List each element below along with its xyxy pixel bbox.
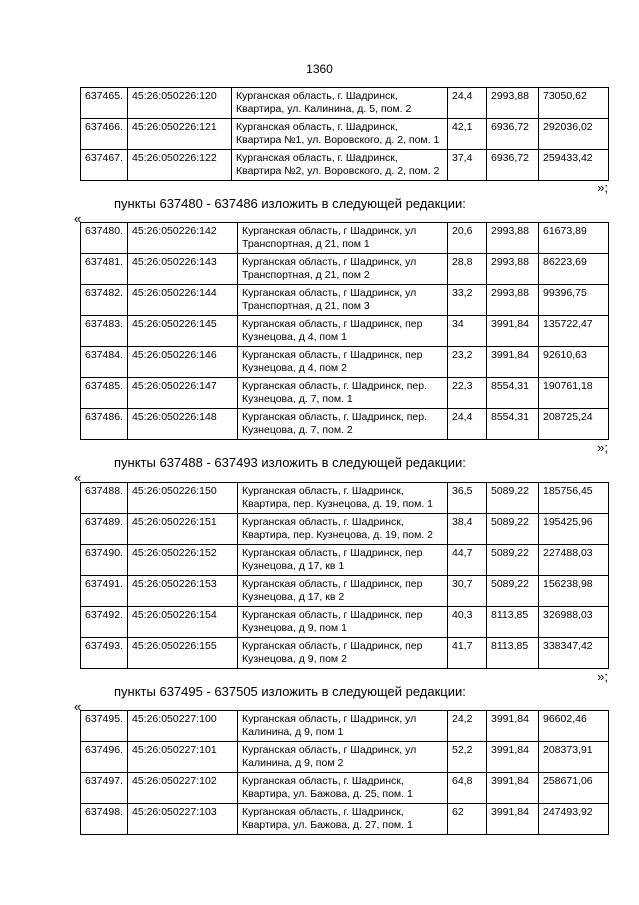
unit-price-cell: 8113,85 xyxy=(487,638,539,669)
cadastral-number-cell: 45:26:050226:147 xyxy=(128,378,238,409)
area-cell: 24,4 xyxy=(448,88,487,119)
unit-price-cell: 2993,88 xyxy=(487,285,539,316)
closing-quote-mark: »; xyxy=(597,440,608,455)
total-value-cell: 208373,91 xyxy=(539,742,609,773)
property-table-3 xyxy=(80,482,609,669)
table-row xyxy=(81,711,609,742)
total-value-cell: 247493,92 xyxy=(539,804,609,835)
table-row xyxy=(81,409,609,440)
address-cell: Курганская область, г. Шадринск, Квартира №2, ул. Воровского, д. 2, пом. 2 xyxy=(232,150,448,181)
row-number-cell: 637486. xyxy=(81,409,128,440)
row-number-cell: 637491. xyxy=(81,576,128,607)
row-number-cell: 637480. xyxy=(81,223,128,254)
table-row xyxy=(81,150,609,181)
cadastral-number-cell: 45:26:050226:121 xyxy=(128,119,232,150)
table-row xyxy=(81,483,609,514)
area-cell: 36,5 xyxy=(448,483,487,514)
row-number-cell: 637465. xyxy=(81,88,128,119)
address-cell: Курганская область, г. Шадринск, Квартира, ул. Бажова, д. 25, пом. 1 xyxy=(238,773,448,804)
cadastral-number-cell: 45:26:050226:152 xyxy=(128,545,238,576)
row-number-cell: 637484. xyxy=(81,347,128,378)
total-value-cell: 259433,42 xyxy=(539,150,609,181)
address-cell: Курганская область, г. Шадринск, Квартира, пер. Кузнецова, д. 19, пом. 1 xyxy=(238,483,448,514)
area-cell: 52,2 xyxy=(448,742,487,773)
total-value-cell: 96602,46 xyxy=(539,711,609,742)
total-value-cell: 208725,24 xyxy=(539,409,609,440)
section-heading: пункты 637480 - 637486 изложить в следующей редакции: xyxy=(114,196,466,211)
area-cell: 30,7 xyxy=(448,576,487,607)
property-table-2 xyxy=(80,222,609,440)
address-cell: Курганская область, г Шадринск, пер Кузнецова, д 17, кв 1 xyxy=(238,545,448,576)
unit-price-cell: 2993,88 xyxy=(487,88,539,119)
table-row xyxy=(81,514,609,545)
cadastral-number-cell: 45:26:050227:102 xyxy=(128,773,238,804)
area-cell: 62 xyxy=(448,804,487,835)
opening-quote-mark: « xyxy=(74,699,82,714)
address-cell: Курганская область, г Шадринск, пер Кузнецова, д 17, кв 2 xyxy=(238,576,448,607)
area-cell: 38,4 xyxy=(448,514,487,545)
unit-price-cell: 3991,84 xyxy=(487,742,539,773)
cadastral-number-cell: 45:26:050226:151 xyxy=(128,514,238,545)
total-value-cell: 86223,69 xyxy=(539,254,609,285)
address-cell: Курганская область, г Шадринск, пер Кузнецова, д 4, пом 2 xyxy=(238,347,448,378)
cadastral-number-cell: 45:26:050226:150 xyxy=(128,483,238,514)
row-number-cell: 637490. xyxy=(81,545,128,576)
table-row xyxy=(81,742,609,773)
area-cell: 20,6 xyxy=(448,223,487,254)
cadastral-number-cell: 45:26:050227:101 xyxy=(128,742,238,773)
unit-price-cell: 3991,84 xyxy=(487,804,539,835)
address-cell: Курганская область, г Шадринск, пер Кузнецова, д 4, пом 1 xyxy=(238,316,448,347)
page-number: 1360 xyxy=(306,62,333,76)
table-row xyxy=(81,638,609,669)
address-cell: Курганская область, г Шадринск, ул Транспортная, д 21, пом 2 xyxy=(238,254,448,285)
table-row xyxy=(81,88,609,119)
table-row xyxy=(81,773,609,804)
row-number-cell: 637492. xyxy=(81,607,128,638)
section-heading: пункты 637495 - 637505 изложить в следующей редакции: xyxy=(114,684,466,699)
table-row xyxy=(81,119,609,150)
unit-price-cell: 5089,22 xyxy=(487,545,539,576)
unit-price-cell: 3991,84 xyxy=(487,347,539,378)
unit-price-cell: 5089,22 xyxy=(487,483,539,514)
row-number-cell: 637483. xyxy=(81,316,128,347)
unit-price-cell: 3991,84 xyxy=(487,711,539,742)
cadastral-number-cell: 45:26:050226:153 xyxy=(128,576,238,607)
table-row xyxy=(81,254,609,285)
total-value-cell: 73050,62 xyxy=(539,88,609,119)
unit-price-cell: 2993,88 xyxy=(487,254,539,285)
area-cell: 23,2 xyxy=(448,347,487,378)
area-cell: 22,3 xyxy=(448,378,487,409)
cadastral-number-cell: 45:26:050226:145 xyxy=(128,316,238,347)
total-value-cell: 99396,75 xyxy=(539,285,609,316)
address-cell: Курганская область, г Шадринск, пер Кузнецова, д 9, пом 2 xyxy=(238,638,448,669)
opening-quote-mark: « xyxy=(74,470,82,485)
closing-quote-mark: »; xyxy=(597,669,608,684)
address-cell: Курганская область, г Шадринск, ул Калинина, д 9, пом 2 xyxy=(238,742,448,773)
total-value-cell: 185756,45 xyxy=(539,483,609,514)
cadastral-number-cell: 45:26:050227:100 xyxy=(128,711,238,742)
total-value-cell: 61673,89 xyxy=(539,223,609,254)
table-row xyxy=(81,607,609,638)
unit-price-cell: 3991,84 xyxy=(487,773,539,804)
area-cell: 44,7 xyxy=(448,545,487,576)
area-cell: 24,4 xyxy=(448,409,487,440)
unit-price-cell: 3991,84 xyxy=(487,316,539,347)
closing-quote-mark: »; xyxy=(597,180,608,195)
row-number-cell: 637488. xyxy=(81,483,128,514)
table-row xyxy=(81,545,609,576)
row-number-cell: 637481. xyxy=(81,254,128,285)
total-value-cell: 326988,03 xyxy=(539,607,609,638)
area-cell: 42,1 xyxy=(448,119,487,150)
area-cell: 28,8 xyxy=(448,254,487,285)
opening-quote-mark: « xyxy=(74,211,82,226)
total-value-cell: 292036,02 xyxy=(539,119,609,150)
total-value-cell: 195425,96 xyxy=(539,514,609,545)
address-cell: Курганская область, г Шадринск, ул Транспортная, д 21, пом 3 xyxy=(238,285,448,316)
cadastral-number-cell: 45:26:050227:103 xyxy=(128,804,238,835)
address-cell: Курганская область, г. Шадринск, пер. Кузнецова, д. 7, пом. 2 xyxy=(238,409,448,440)
total-value-cell: 92610,63 xyxy=(539,347,609,378)
cadastral-number-cell: 45:26:050226:148 xyxy=(128,409,238,440)
total-value-cell: 190761,18 xyxy=(539,378,609,409)
total-value-cell: 156238,98 xyxy=(539,576,609,607)
area-cell: 33,2 xyxy=(448,285,487,316)
cadastral-number-cell: 45:26:050226:120 xyxy=(128,88,232,119)
area-cell: 37,4 xyxy=(448,150,487,181)
cadastral-number-cell: 45:26:050226:142 xyxy=(128,223,238,254)
table-row xyxy=(81,378,609,409)
unit-price-cell: 5089,22 xyxy=(487,514,539,545)
table-row xyxy=(81,347,609,378)
address-cell: Курганская область, г. Шадринск, Квартира, ул. Бажова, д. 27, пом. 1 xyxy=(238,804,448,835)
row-number-cell: 637497. xyxy=(81,773,128,804)
total-value-cell: 135722,47 xyxy=(539,316,609,347)
unit-price-cell: 6936,72 xyxy=(487,119,539,150)
total-value-cell: 338347,42 xyxy=(539,638,609,669)
address-cell: Курганская область, г. Шадринск, Квартира, ул. Калинина, д. 5, пом. 2 xyxy=(232,88,448,119)
address-cell: Курганская область, г Шадринск, пер Кузнецова, д 9, пом 1 xyxy=(238,607,448,638)
table-row xyxy=(81,223,609,254)
unit-price-cell: 8113,85 xyxy=(487,607,539,638)
total-value-cell: 227488,03 xyxy=(539,545,609,576)
cadastral-number-cell: 45:26:050226:122 xyxy=(128,150,232,181)
table-row xyxy=(81,576,609,607)
address-cell: Курганская область, г. Шадринск, пер. Кузнецова, д. 7, пом. 1 xyxy=(238,378,448,409)
row-number-cell: 637485. xyxy=(81,378,128,409)
row-number-cell: 637496. xyxy=(81,742,128,773)
cadastral-number-cell: 45:26:050226:144 xyxy=(128,285,238,316)
row-number-cell: 637498. xyxy=(81,804,128,835)
row-number-cell: 637489. xyxy=(81,514,128,545)
cadastral-number-cell: 45:26:050226:155 xyxy=(128,638,238,669)
cadastral-number-cell: 45:26:050226:146 xyxy=(128,347,238,378)
total-value-cell: 258671,06 xyxy=(539,773,609,804)
unit-price-cell: 2993,88 xyxy=(487,223,539,254)
table-row xyxy=(81,316,609,347)
row-number-cell: 637495. xyxy=(81,711,128,742)
section-heading: пункты 637488 - 637493 изложить в следующей редакции: xyxy=(114,455,466,470)
row-number-cell: 637493. xyxy=(81,638,128,669)
unit-price-cell: 5089,22 xyxy=(487,576,539,607)
property-table-1 xyxy=(80,87,609,181)
area-cell: 40,3 xyxy=(448,607,487,638)
area-cell: 34 xyxy=(448,316,487,347)
unit-price-cell: 8554,31 xyxy=(487,378,539,409)
cadastral-number-cell: 45:26:050226:154 xyxy=(128,607,238,638)
unit-price-cell: 6936,72 xyxy=(487,150,539,181)
row-number-cell: 637482. xyxy=(81,285,128,316)
property-table-4 xyxy=(80,710,609,835)
address-cell: Курганская область, г Шадринск, ул Калинина, д 9, пом 1 xyxy=(238,711,448,742)
address-cell: Курганская область, г Шадринск, ул Транспортная, д 21, пом 1 xyxy=(238,223,448,254)
row-number-cell: 637467. xyxy=(81,150,128,181)
table-row xyxy=(81,285,609,316)
cadastral-number-cell: 45:26:050226:143 xyxy=(128,254,238,285)
address-cell: Курганская область, г. Шадринск, Квартира, пер. Кузнецова, д. 19, пом. 2 xyxy=(238,514,448,545)
table-row xyxy=(81,804,609,835)
area-cell: 24,2 xyxy=(448,711,487,742)
unit-price-cell: 8554,31 xyxy=(487,409,539,440)
address-cell: Курганская область, г. Шадринск, Квартира №1, ул. Воровского, д. 2, пом. 1 xyxy=(232,119,448,150)
row-number-cell: 637466. xyxy=(81,119,128,150)
area-cell: 41,7 xyxy=(448,638,487,669)
area-cell: 64,8 xyxy=(448,773,487,804)
